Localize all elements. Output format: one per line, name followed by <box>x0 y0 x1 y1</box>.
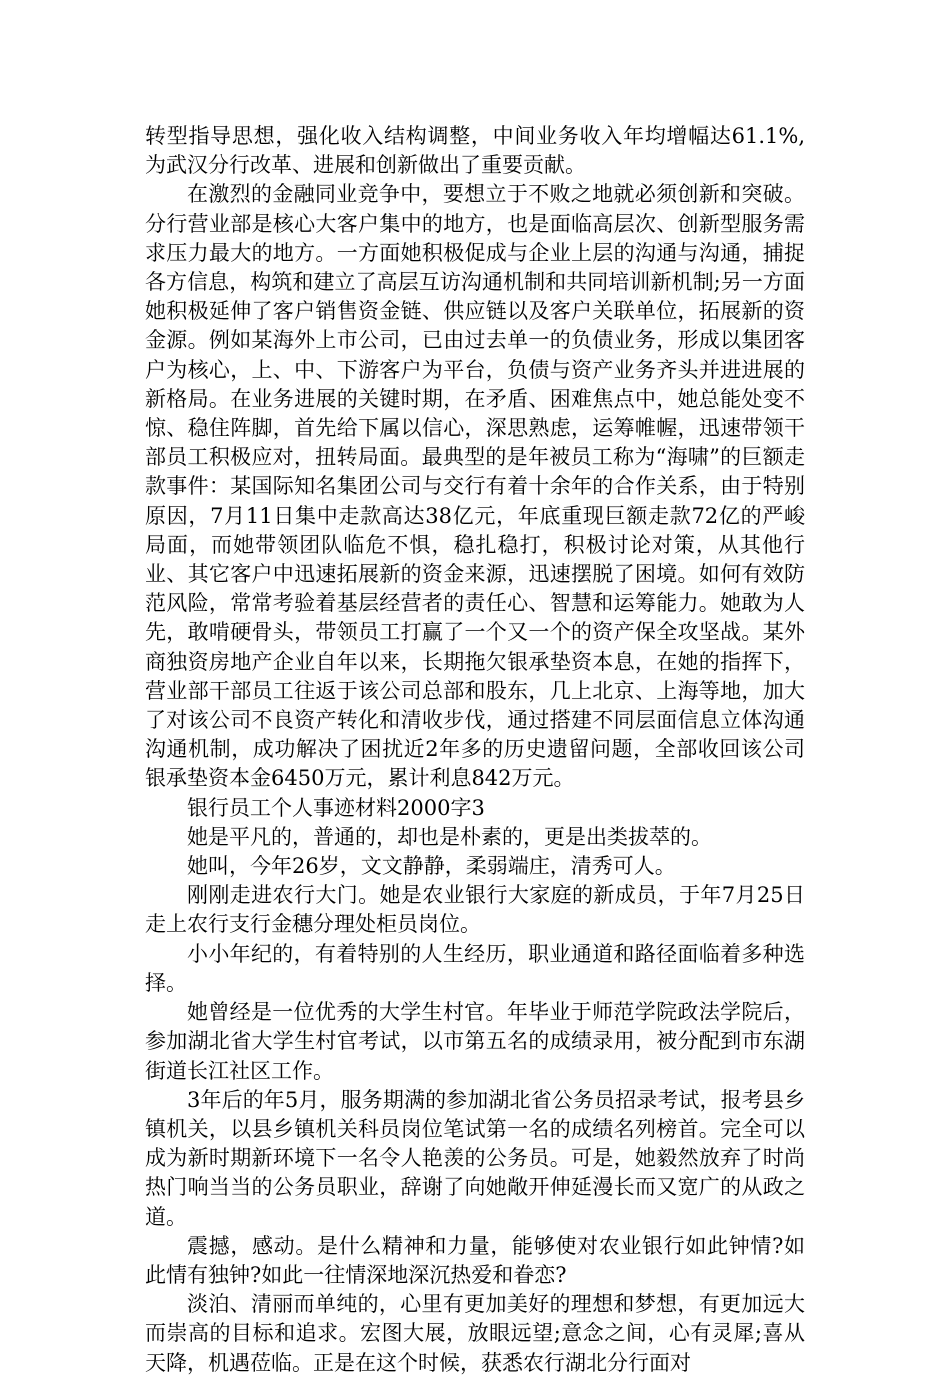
paragraph-5: 她叫，今年26岁，文文静静，柔弱端庄，清秀可人。 <box>187 854 676 879</box>
paragraph-11: 淡泊、清丽而单纯的，心里有更加美好的理想和梦想，有更加远大而崇高的目标和追求。宏图大展，放眼远望;意念之间，心有灵犀;喜从天降，机遇莅临。正是在这个时候，获悉农行湖北分行面对 <box>145 1292 805 1375</box>
paragraph-8: 她曾经是一位优秀的大学生村官。年毕业于师范学院政法学院后，参加湖北省大学生村官考试，以市第五名的成绩录用，被分配到市东湖街道长江社区工作。 <box>145 1000 805 1083</box>
paragraph-4: 她是平凡的，普通的，却也是朴素的，更是出类拔萃的。 <box>187 824 712 849</box>
paragraph-9: 3年后的年5月，服务期满的参加湖北省公务员招录考试，报考县乡镇机关，以县乡镇机关科员岗位笔试第一名的成绩名列榜首。完全可以成为新时期新环境下一名令人艳羡的公务员。可是，她毅然放弃了时尚热门响当当的公务员职业，辞谢了向她敞开伸延漫长而又宽广的从政之道。 <box>145 1087 805 1229</box>
paragraph-3: 银行员工个人事迹材料2000字3 <box>187 795 485 820</box>
paragraph-10: 震撼，感动。是什么精神和力量，能够使对农业银行如此钟情?如此情有独钟?如此一往情深地深沉热爱和眷恋? <box>145 1233 805 1287</box>
document-page <box>145 122 805 1378</box>
paragraph-6: 刚刚走进农行大门。她是农业银行大家庭的新成员，于年7月25日走上农行支行金穗分理处柜员岗位。 <box>145 883 805 937</box>
paragraph-1: 转型指导思想，强化收入结构调整，中间业务收入年均增幅达61.1%,为武汉分行改革、进展和创新做出了重要贡献。 <box>145 124 805 178</box>
paragraph-7: 小小年纪的，有着特别的人生经历，职业通道和路径面临着多种选择。 <box>145 941 805 995</box>
paragraph-2: 在激烈的金融同业竞争中，要想立于不败之地就必须创新和突破。分行营业部是核心大客户集中的地方，也是面临高层次、创新型服务需求压力最大的地方。一方面她积极促成与企业上层的沟通与沟通，捕捉各方信息，构筑和建立了高层互访沟通机制和共同培训新机制;另一方面她积极延伸了客户销售资金链、供应链以及客户关联单位，拓展新的资金源。例如某海外上市公司，已由过去单一的负债业务，形成以集团客户为核心，上、中、下游客户为平台，负债与资产业务齐头并进进展的新格局。在业务进展的关键时期，在矛盾、困难焦点中，她总能处变不惊、稳住阵脚，首先给下属以信心，深思熟虑，运筹帷幄，迅速带领干部员工积极应对，扭转局面。最典型的是年被员工称为“海啸”的巨额走款事件：某国际知名集团公司与交行有着十余年的合作关系，由于特别原因，7月11日集中走款高达38亿元，年底重现巨额走款72亿的严峻局面，而她带领团队临危不惧，稳扎稳打，积极讨论对策，从其他行业、其它客户中迅速拓展新的资金来源，迅速摆脱了困境。如何有效防范风险，常常考验着基层经营者的责任心、智慧和运筹能力。她敢为人先，敢啃硬骨头，带领员工打赢了一个又一个的资产保全攻坚战。某外商独资房地产企业自年以来，长期拖欠银承垫资本息，在她的指挥下，营业部干部员工往返于该公司总部和股东，几上北京、上海等地，加大了对该公司不良资产转化和清收步伐，通过搭建不同层面信息立体沟通沟通机制，成功解决了困扰近2年多的历史遗留问题，全部收回该公司银承垫资本金6450万元，累计利息842万元。 <box>145 182 805 791</box>
